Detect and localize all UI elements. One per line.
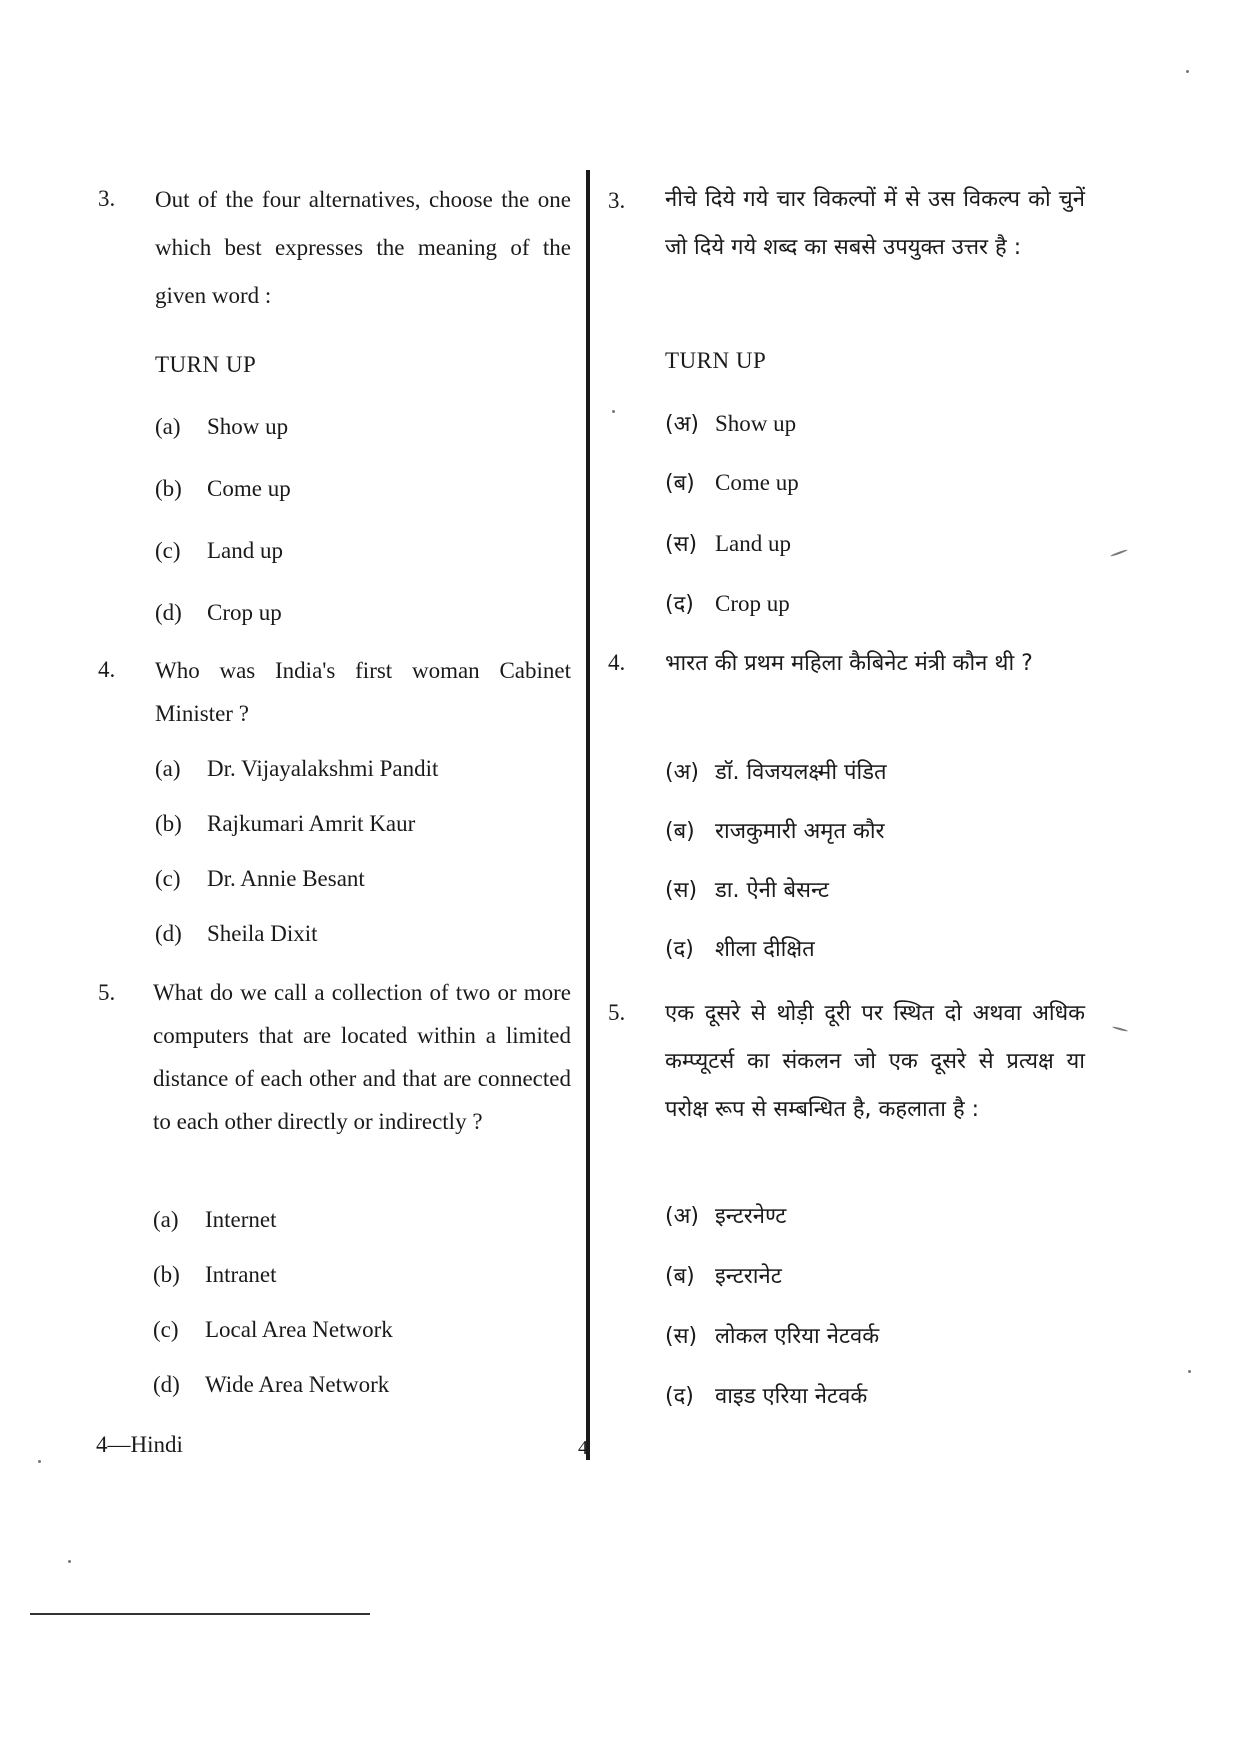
option-label: (c) [155, 538, 181, 563]
option-text: Dr. Vijayalakshmi Pandit [207, 756, 439, 781]
question-3-option-b[interactable] [155, 476, 291, 502]
question-3-option-d[interactable] [155, 600, 282, 626]
option-text: Come up [207, 476, 291, 501]
scan-mark [612, 410, 615, 413]
scan-mark [38, 1460, 41, 1463]
option-label: (ब) [665, 819, 695, 844]
hindi-question-4-option-b[interactable] [665, 815, 885, 845]
question-4-option-a[interactable] [155, 756, 438, 782]
question-5-option-a[interactable] [153, 1207, 277, 1233]
option-text: शीला दीक्षित [715, 937, 815, 962]
question-5-option-c[interactable] [153, 1317, 393, 1343]
option-text: Wide Area Network [205, 1372, 390, 1397]
option-text: Local Area Network [205, 1317, 393, 1342]
option-text: डॉ. विजयलक्ष्मी पंडित [715, 760, 887, 785]
option-label: (c) [155, 866, 181, 891]
option-label: (a) [155, 414, 181, 439]
option-text: Show up [715, 411, 797, 436]
hindi-question-5-option-d[interactable] [665, 1380, 867, 1410]
option-label: (b) [155, 476, 182, 501]
booklet-code: 4—Hindi [96, 1432, 183, 1457]
option-text: Come up [715, 470, 799, 495]
scan-mark [1110, 549, 1128, 557]
option-label: (अ) [665, 1204, 699, 1229]
option-text: Rajkumari Amrit Kaur [207, 811, 416, 836]
option-text: Crop up [715, 591, 790, 616]
option-label: (a) [155, 756, 181, 781]
hindi-question-4-number: 4. [608, 650, 626, 675]
option-text: वाइड एरिया नेटवर्क [715, 1384, 868, 1409]
option-text: इन्टरनेण्ट [715, 1204, 787, 1229]
option-text: डा. ऐनी बेसन्ट [715, 878, 829, 903]
hindi-question-4-text: भारत की प्रथम महिला कैबिनेट मंत्री कौन थी ? [665, 651, 1033, 676]
question-5-text: What do we call a collection of two or more computers that are located within a limited distance of each other and that are connected to each other directly or indirectly ? [153, 980, 571, 1134]
option-label: (स) [665, 878, 698, 903]
option-text: लोकल एरिया नेटवर्क [715, 1324, 880, 1349]
hindi-question-5-option-a[interactable] [665, 1200, 786, 1230]
option-text: राजकुमारी अमृत कौर [715, 819, 885, 844]
question-3-text: Out of the four alternatives, choose the one which best expresses the meaning of the given word : [155, 187, 571, 308]
question-5-number: 5. [98, 980, 116, 1005]
column-divider [586, 170, 590, 1460]
option-label: (b) [153, 1262, 180, 1287]
hindi-question-3-option-a[interactable] [665, 408, 796, 438]
option-label: (द) [665, 1384, 694, 1409]
question-4-option-d[interactable] [155, 921, 318, 947]
option-label: (d) [155, 921, 182, 946]
hindi-question-3-option-b[interactable] [665, 467, 799, 497]
option-text: Internet [205, 1207, 277, 1232]
question-4-option-c[interactable] [155, 866, 365, 892]
option-text: इन्टरानेट [715, 1264, 782, 1289]
hindi-question-5-text: एक दूसरे से थोड़ी दूरी पर स्थित दो अथवा अधिक कम्प्यूटर्स का संकलन जो एक दूसरे से प्रत्यक्ष या परोक्ष रूप से सम्बन्धित है, कहलाता है : [665, 1001, 1085, 1122]
option-label: (b) [155, 811, 182, 836]
option-label: (ब) [665, 471, 695, 496]
option-label: (ब) [665, 1264, 695, 1289]
hindi-question-4-option-c[interactable] [665, 874, 829, 904]
option-label: (स) [665, 532, 698, 557]
option-label: (d) [153, 1372, 180, 1397]
scan-mark [1112, 1026, 1128, 1032]
question-3-option-a[interactable] [155, 414, 288, 440]
hindi-question-3-term: TURN UP [665, 348, 767, 373]
question-3-option-c[interactable] [155, 538, 283, 564]
option-label: (अ) [665, 760, 699, 785]
option-text: Dr. Annie Besant [207, 866, 365, 891]
option-text: Crop up [207, 600, 282, 625]
hindi-question-3-option-d[interactable] [665, 588, 790, 618]
option-text: Show up [207, 414, 289, 439]
hindi-question-4-option-a[interactable] [665, 756, 887, 786]
page-number: 4 [578, 1437, 588, 1459]
question-4-number: 4. [98, 657, 116, 682]
option-text: Sheila Dixit [207, 921, 318, 946]
hindi-question-3-number: 3. [608, 188, 626, 213]
option-label: (a) [153, 1207, 179, 1232]
question-4-text: Who was India's first woman Cabinet Minister ? [155, 658, 571, 726]
hindi-question-3-text: नीचे दिये गये चार विकल्पों में से उस विकल्प को चुनें जो दिये गये शब्द का सबसे उपयुक्त उत्तर है : [665, 187, 1085, 260]
scan-mark [1186, 70, 1189, 73]
hindi-question-4-option-d[interactable] [665, 933, 815, 963]
question-4-option-b[interactable] [155, 811, 415, 837]
option-label: (d) [155, 600, 182, 625]
option-label: (c) [153, 1317, 179, 1342]
bottom-rule [30, 1613, 370, 1615]
option-label: (स) [665, 1324, 698, 1349]
hindi-question-5-option-b[interactable] [665, 1260, 782, 1290]
hindi-question-5-number: 5. [608, 1000, 626, 1025]
question-5-option-d[interactable] [153, 1372, 389, 1398]
question-3-number: 3. [98, 186, 116, 211]
question-5-option-b[interactable] [153, 1262, 277, 1288]
hindi-question-3-option-c[interactable] [665, 528, 791, 558]
scan-mark [68, 1560, 71, 1563]
option-text: Intranet [205, 1262, 277, 1287]
option-label: (द) [665, 937, 694, 962]
scan-mark [1188, 1370, 1191, 1373]
option-text: Land up [715, 531, 792, 556]
option-text: Land up [207, 538, 284, 563]
option-label: (अ) [665, 412, 699, 437]
hindi-question-5-option-c[interactable] [665, 1320, 879, 1350]
option-label: (द) [665, 592, 694, 617]
question-3-term: TURN UP [155, 352, 257, 377]
